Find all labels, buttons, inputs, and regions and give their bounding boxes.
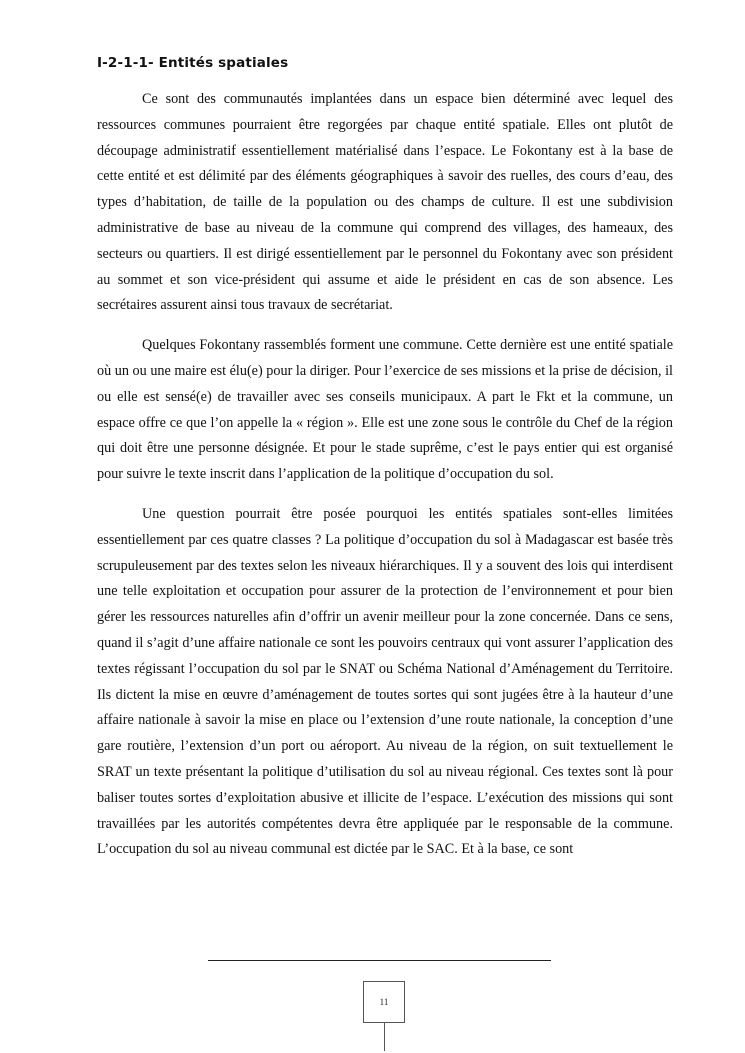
page-number-box [363, 981, 405, 1023]
document-body [97, 87, 673, 863]
paragraph-entites: Ce sont des communautés implantées dans un espace bien déterminé avec lequel des ressources communes pourraient être regorgées par chaque entité spatiale. Elles ont plutôt de découpage administratif essentiellement matérialisé dans l’espace. Le Fokontany est à la base de cette entité et est délimité par des éléments géographiques à savoir des ruelles, des cours d’eau, des types d’habitation, de taille de la population ou des champs de culture. Il est une subdivision administrative de base au niveau de la commune qui comprend des villages, des hameaux, des secteurs ou quartiers. Il est dirigé essentiellement par le personnel du Fokontany avec son président au sommet et son vice-président qui assume et aide le président en cas de son absence. Les secrétaires assurent ainsi tous travaux de secrétariat. [97, 91, 673, 314]
paragraph-commune: Quelques Fokontany rassemblés forment une commune. Cette dernière est une entité spatiale où un ou une maire est élu(e) pour la diriger. Pour l’exercice de ses missions et la prise de décision, il ou elle est sensé(e) de travailler avec ses conseils municipaux. A part le Fkt et la commune, un espace offre ce que l’on appelle la « région ». Elle est une zone sous le contrôle du Chef de la région qui doit être une personne désignée. Et pour le stade suprême, c’est le pays entier qui est organisé pour suivre le texte inscrit dans l’application de la politique d’occupation du sol. [97, 337, 673, 483]
section-heading: I-2-1-1- Entités spatiales [97, 55, 289, 71]
footer-divider [208, 960, 551, 961]
paragraph-politique: Une question pourrait être posée pourquoi les entités spatiales sont-elles limitées essentiellement par ces quatre classes ? La politique d’occupation du sol à Madagascar est basée très scrupuleusement par des textes selon les niveaux hiérarchiques. Il y a souvent des lois qui interdisent une telle exploitation et occupation pour assurer de la protection de l’environnement et pour bien gérer les ressources naturelles afin d’offrir un avenir meilleur pour la zone concernée. Dans ce sens, quand il s’agit d’une affaire nationale ce sont les pouvoirs centraux qui vont assurer l’application des textes régissant l’occupation du sol par le SNAT ou Schéma National d’Aménagement du Territoire. Ils dictent la mise en œuvre d’aménagement de toutes sortes qui sont jugées être à la hauteur d’une affaire nationale à savoir la mise en place ou l’extension d’une route nationale, la conception d’une gare routière, l’extension d’un port ou aéroport. Au niveau de la région, on suit textuellement le SRAT un texte présentant la politique d’utilisation du sol au niveau régional. Ces textes sont là pour baliser toutes sortes d’exploitation abusive et illicite de l’espace. L’exécution des missions qui sont travaillées par les autorités compétentes devra être appliquée par le responsable de la commune. L’occupation du sol au niveau communal est dictée par le SAC. Et à la base, ce sont [97, 505, 673, 858]
page-number-tick [384, 1023, 385, 1051]
page-number: 11 [379, 997, 389, 1007]
